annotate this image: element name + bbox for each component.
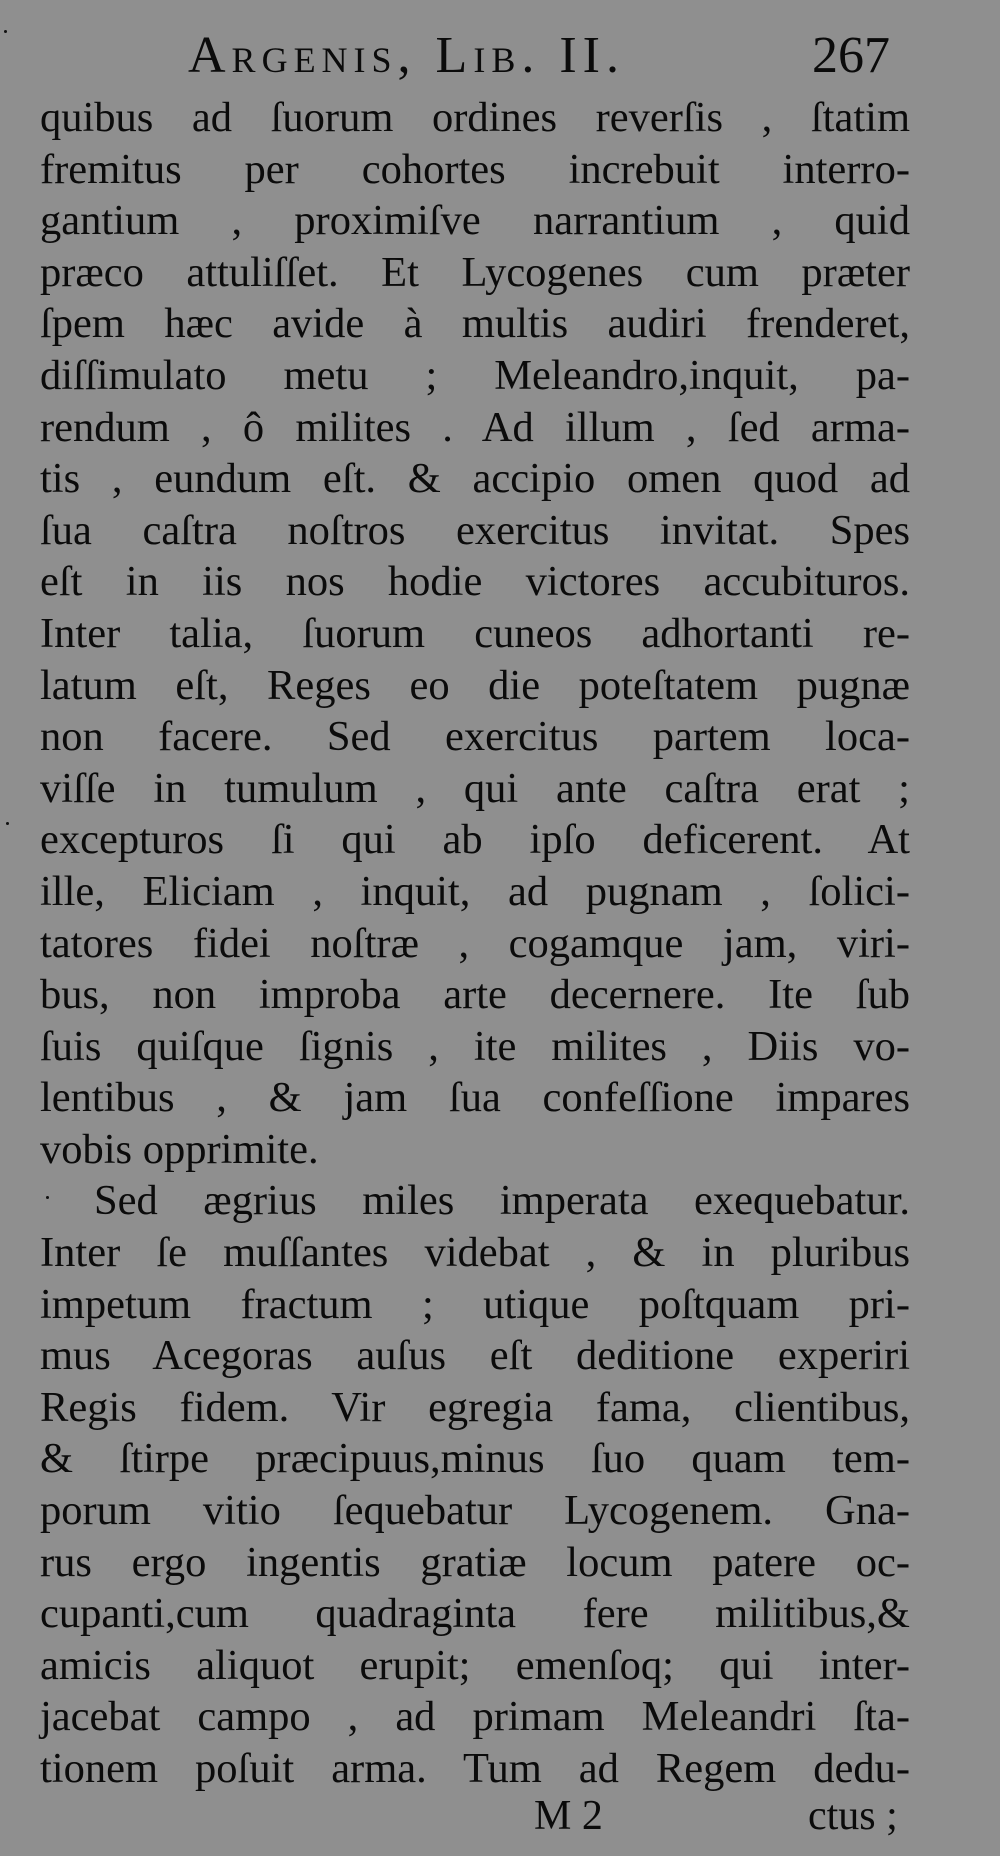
text-line: tatores fidei noſtræ , cogamque jam, viri- — [40, 919, 910, 967]
text-line: fremitus per cohortes increbuit interro- — [40, 145, 910, 193]
text-line: Inter talia, ſuorum cuneos adhortanti re- — [40, 609, 910, 657]
text-line: tionem poſuit arma. Tum ad Regem dedu- — [40, 1745, 910, 1792]
text-line: Regis fidem. Vir egregia fama, clientibus, — [40, 1383, 910, 1431]
page-number: 267 — [812, 27, 890, 84]
ink-speck — [46, 1196, 49, 1199]
running-title: Argenis, Lib. II. — [188, 27, 625, 84]
ink-speck — [4, 30, 7, 33]
text-line: gantium , proximiſve narrantium , quid — [40, 197, 910, 245]
page-footer — [0, 1790, 1000, 1850]
text-line: ille, Eliciam , inquit, ad pugnam , ſolici- — [40, 867, 910, 915]
body-text — [40, 92, 910, 1795]
text-line: quibus ad ſuorum ordines reverſis , ſtatim — [40, 94, 910, 141]
text-line: porum vitio ſequebatur Lycogenem. Gna- — [40, 1487, 910, 1535]
text-line: amicis aliquot erupit; emenſoq; qui inter- — [40, 1641, 910, 1689]
text-line: excepturos ſi qui ab ipſo deficerent. At — [40, 816, 910, 864]
text-line: lentibus , & jam ſua confeſſione impares — [40, 1074, 910, 1122]
paragraph-start-line: Sed ægrius miles imperata exequebatur. — [94, 1177, 910, 1225]
text-line: diſſimulato metu ; Meleandro,inquit, pa- — [40, 351, 910, 399]
text-line: non facere. Sed exercitus partem loca- — [40, 713, 910, 761]
ink-speck — [6, 822, 9, 825]
text-line: latum eſt, Reges eo die poteſtatem pugnæ — [40, 661, 910, 709]
text-line: Inter ſe muſſantes videbat , & in pluribus — [40, 1229, 910, 1277]
page-header — [0, 18, 1000, 90]
text-line: eſt in iis nos hodie victores accubituros. — [40, 558, 910, 606]
paragraph-end-line: vobis opprimite. — [40, 1125, 319, 1173]
text-line: rus ergo ingentis gratiæ locum patere oc- — [40, 1538, 910, 1586]
text-line: rendum , ô milites . Ad illum , ſed arma- — [40, 403, 910, 451]
text-line: impetum fractum ; utique poſtquam pri- — [40, 1280, 910, 1328]
signature-mark: M 2 — [534, 1793, 603, 1839]
text-line: bus, non improba arte decernere. Ite ſub — [40, 971, 910, 1019]
text-line: tis , eundum eſt. & accipio omen quod ad — [40, 455, 910, 503]
text-line: mus Acegoras auſus eſt deditione experiri — [40, 1332, 910, 1380]
text-line: viſſe in tumulum , qui ante caſtra erat ; — [40, 764, 910, 812]
text-line: ſpem hæc avide à multis audiri frenderet, — [40, 300, 910, 348]
text-line: cupanti,cum quadraginta fere militibus,& — [40, 1590, 910, 1638]
text-line: & ſtirpe præcipuus,minus ſuo quam tem- — [40, 1435, 910, 1483]
text-line: ſuis quiſque ſignis , ite milites , Diis vo- — [40, 1022, 910, 1070]
text-line: præco attuliſſet. Et Lycogenes cum præter — [40, 248, 910, 296]
text-line: jacebat campo , ad primam Meleandri ſta- — [40, 1693, 910, 1741]
text-line: ſua caſtra noſtros exercitus invitat. Spes — [40, 506, 910, 554]
catchword: ctus ; — [808, 1793, 898, 1839]
